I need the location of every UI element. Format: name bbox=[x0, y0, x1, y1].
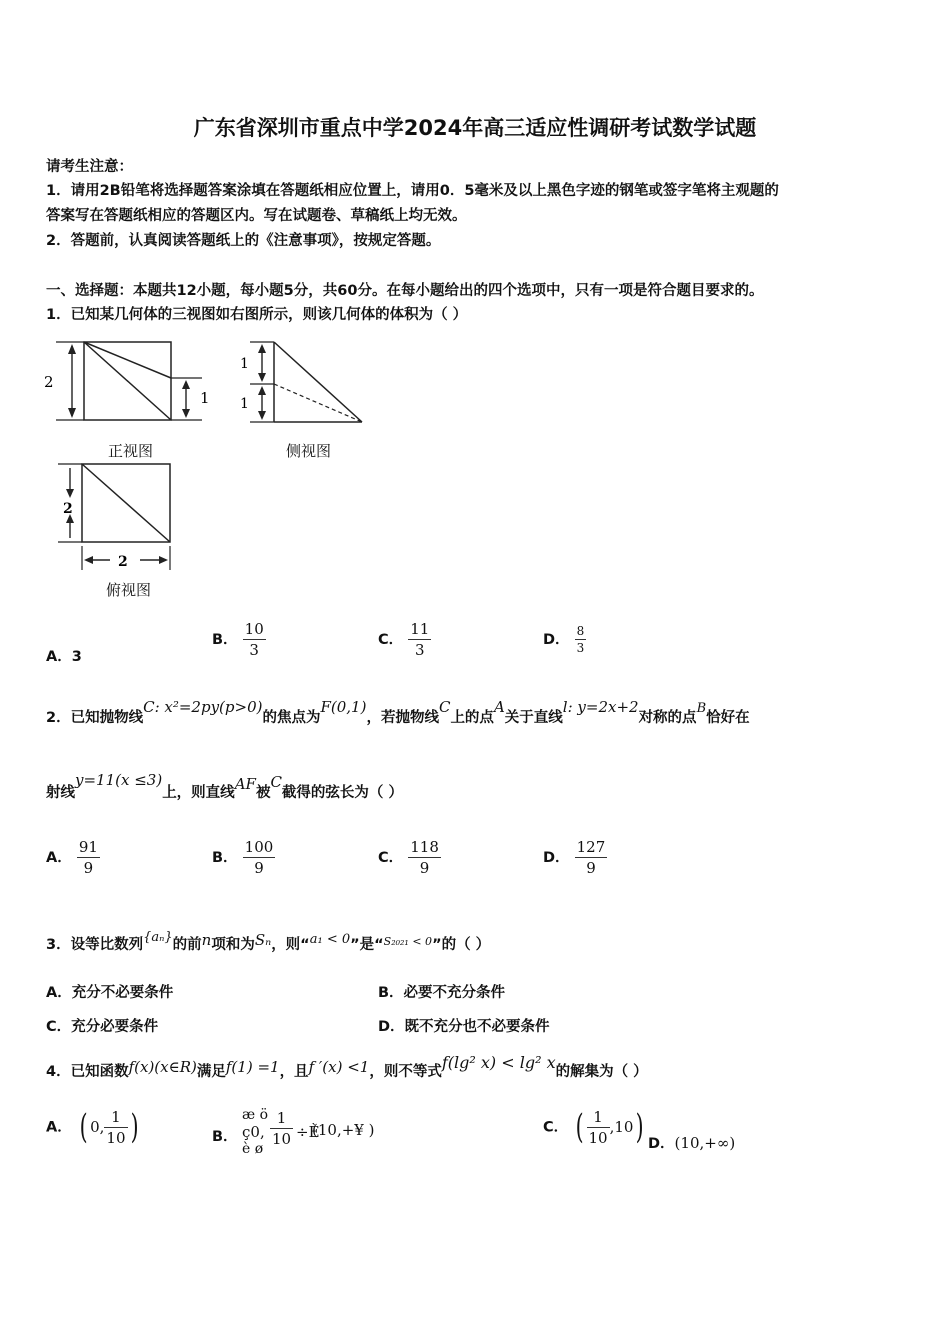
q4-option-c[interactable] bbox=[543, 1107, 647, 1147]
notice-line-1b: 答案写在答题纸相应的答题区内。写在试题卷、草稿纸上均无效。 bbox=[46, 208, 467, 224]
q4-inequality: f(lg² x) < lg² x bbox=[441, 1053, 556, 1072]
q2-ray: y=11(x ≤3) bbox=[75, 771, 163, 789]
q4-option-c-lparen: ( bbox=[575, 1107, 584, 1147]
q2-line-l: l: y=2x+2 bbox=[562, 698, 639, 716]
q2-text-9: 上，则直线 bbox=[162, 785, 235, 801]
q1-option-a-value: 3 bbox=[71, 649, 82, 665]
q2-c: C bbox=[438, 698, 451, 716]
q3-text-2: 的前 bbox=[172, 937, 202, 953]
q2-line-2 bbox=[46, 771, 403, 802]
side-view-diagram bbox=[236, 336, 376, 436]
q2-text-5: 关于直线 bbox=[504, 710, 563, 726]
q1-option-a-label: A． bbox=[46, 649, 72, 665]
q1-option-d-label: D． bbox=[543, 632, 570, 648]
q2-text-8: 射线 bbox=[46, 785, 75, 801]
q4-option-c-rparen: ) bbox=[636, 1107, 645, 1147]
q2-text-7: 恰好在 bbox=[706, 710, 750, 726]
q2-option-b-label: B． bbox=[212, 850, 238, 866]
front-dim-left: 2 bbox=[44, 373, 54, 391]
q2-option-d-label: D． bbox=[543, 850, 570, 866]
q3-sn: Sₙ bbox=[254, 931, 272, 949]
top-dim-left: 2 bbox=[63, 501, 73, 517]
q4-option-b-garble-mid: ç0, bbox=[242, 1123, 265, 1141]
section-header: 一、选择题：本题共12小题，每小题5分，共60分。在每小题给出的四个选项中，只有一项是符合题目要求的。 bbox=[46, 283, 764, 299]
q4-option-b-garble-bottom: è ø bbox=[242, 1141, 264, 1157]
q2-text-6: 对称的点 bbox=[638, 710, 697, 726]
q4-option-b-num: 1 bbox=[270, 1109, 293, 1129]
notice-line-2: 2．答题前，认真阅读答题纸上的《注意事项》，按规定答题。 bbox=[46, 233, 441, 249]
q4-option-a-num: 1 bbox=[104, 1108, 127, 1128]
q3-sequence: {aₙ} bbox=[143, 930, 173, 945]
top-dim-bottom: 2 bbox=[118, 554, 128, 570]
q2-a: A bbox=[493, 698, 505, 716]
front-dim-right: 1 bbox=[200, 389, 210, 407]
q2-text-11: 截得的弦长为（ ） bbox=[281, 785, 403, 801]
q2-option-a-den: 9 bbox=[83, 859, 94, 877]
q1-option-c-num: 11 bbox=[410, 620, 430, 638]
q1-option-a[interactable] bbox=[46, 645, 82, 666]
q4-text-4: ，则不等式 bbox=[369, 1064, 442, 1080]
q3-text-6: ”的（ ） bbox=[432, 937, 491, 953]
q3-text-1: 3．设等比数列 bbox=[46, 937, 144, 953]
q4-option-c-num: 1 bbox=[587, 1108, 610, 1128]
side-dim-top: 1 bbox=[240, 356, 249, 372]
q3-stem bbox=[46, 930, 491, 954]
q4-option-a-label: A． bbox=[46, 1119, 72, 1136]
q4-option-d-label: D． bbox=[648, 1136, 675, 1152]
q2-option-a-num: 91 bbox=[78, 838, 98, 856]
top-view-diagram bbox=[52, 458, 192, 578]
q3-text-3: 项和为 bbox=[211, 937, 255, 953]
q2-option-b-den: 9 bbox=[254, 859, 264, 877]
q4-option-b[interactable] bbox=[212, 1107, 412, 1157]
q1-option-d-den: 3 bbox=[576, 641, 585, 655]
q2-c-2: C bbox=[270, 773, 282, 791]
q2-line-1 bbox=[46, 698, 750, 727]
q2-option-a[interactable] bbox=[46, 838, 100, 877]
q4-option-c-right: ,10 bbox=[609, 1118, 634, 1136]
q3-text-5: ”是“ bbox=[350, 937, 384, 953]
q4-option-a-den: 10 bbox=[106, 1128, 126, 1147]
q4-option-b-garble-top: æ ö bbox=[242, 1107, 269, 1123]
q3-option-a[interactable]: A．充分不必要条件 bbox=[46, 985, 174, 1001]
top-view-caption: 俯视图 bbox=[106, 581, 152, 599]
q4-option-d[interactable] bbox=[648, 1132, 735, 1153]
q4-option-d-value: (10,+∞) bbox=[674, 1134, 736, 1152]
q2-text-4: 上的点 bbox=[450, 710, 494, 726]
q2-b: B bbox=[696, 701, 707, 716]
q4-option-b-den: 10 bbox=[272, 1130, 292, 1148]
notice-line-1a: 1．请用2B铅笔将选择题答案涂填在答题纸相应位置上，请用0．5毫米及以上黑色字迹的钢笔或签字笔将主观题的 bbox=[46, 183, 779, 199]
q2-parabola: C: x²=2py(p>0) bbox=[143, 698, 263, 716]
q1-option-b[interactable] bbox=[212, 620, 266, 659]
q4-option-a-rparen: ) bbox=[130, 1107, 139, 1147]
q3-option-d[interactable]: D．既不充分也不必要条件 bbox=[378, 1019, 550, 1035]
q3-s2021: S₂₀₂₁ < 0 bbox=[383, 935, 433, 948]
q1-option-c[interactable] bbox=[378, 620, 431, 659]
q2-option-c[interactable] bbox=[378, 838, 441, 877]
q1-option-d-num: 8 bbox=[576, 624, 585, 638]
q2-option-d-num: 127 bbox=[576, 838, 606, 856]
q2-af: AF bbox=[234, 775, 256, 793]
side-dim-bottom: 1 bbox=[240, 396, 249, 412]
q2-option-c-num: 118 bbox=[410, 838, 439, 856]
q2-text-10: 被 bbox=[255, 785, 271, 801]
q1-option-c-label: C． bbox=[378, 632, 404, 648]
q4-option-b-tail: (10,+¥ ) bbox=[312, 1121, 375, 1139]
q4-f1: f(1) =1 bbox=[225, 1058, 280, 1076]
page-title: 广东省深圳市重点中学2024年高三适应性调研考试数学试题 bbox=[193, 116, 757, 140]
q4-option-a-lparen: ( bbox=[79, 1107, 88, 1147]
q3-text-4: ，则“ bbox=[271, 937, 310, 953]
q2-option-a-label: A． bbox=[46, 850, 72, 866]
q4-option-a[interactable] bbox=[46, 1107, 141, 1147]
q4-option-c-den: 10 bbox=[588, 1128, 608, 1147]
q3-n: n bbox=[201, 931, 212, 949]
q1-option-b-den: 3 bbox=[249, 641, 259, 659]
q2-text-3: ，若抛物线 bbox=[366, 710, 439, 726]
q2-option-c-den: 9 bbox=[419, 859, 430, 877]
q2-text-1: 2．已知抛物线 bbox=[46, 710, 144, 726]
q4-option-b-garble-right: ÷È bbox=[296, 1123, 320, 1141]
notice-heading: 请考生注意： bbox=[46, 159, 133, 175]
q4-stem bbox=[46, 1053, 648, 1081]
q3-option-b[interactable]: B．必要不充分条件 bbox=[378, 985, 506, 1001]
q1-option-c-den: 3 bbox=[415, 641, 425, 659]
q4-option-a-left: 0, bbox=[90, 1118, 105, 1136]
front-view-caption: 正视图 bbox=[108, 442, 154, 460]
q4-derivative: f ′(x) <1 bbox=[308, 1058, 370, 1076]
q2-focus: F(0,1) bbox=[320, 698, 367, 716]
q2-option-b[interactable] bbox=[212, 838, 275, 877]
q1-option-b-num: 10 bbox=[244, 620, 264, 638]
q2-option-d-den: 9 bbox=[586, 859, 596, 877]
q1-stem: 1．已知某几何体的三视图如右图所示，则该几何体的体积为（ ） bbox=[46, 307, 468, 323]
q4-option-b-label: B． bbox=[212, 1129, 238, 1145]
q4-option-c-label: C． bbox=[543, 1119, 569, 1136]
q4-text-1: 4．已知函数 bbox=[46, 1064, 129, 1080]
q2-option-d[interactable] bbox=[543, 838, 607, 877]
q4-fx: f(x)(x∈R) bbox=[128, 1058, 197, 1076]
q4-text-2: 满足 bbox=[196, 1064, 226, 1080]
q1-option-d[interactable] bbox=[543, 624, 586, 655]
q2-option-c-label: C． bbox=[378, 850, 404, 866]
q2-option-b-num: 100 bbox=[244, 838, 274, 856]
q3-option-c[interactable]: C．充分必要条件 bbox=[46, 1019, 159, 1035]
q2-text-2: 的焦点为 bbox=[262, 710, 321, 726]
q4-text-3: ，且 bbox=[279, 1064, 309, 1080]
q1-option-b-label: B． bbox=[212, 632, 238, 648]
q4-text-5: 的解集为（ ） bbox=[555, 1064, 648, 1080]
q3-a1: a₁ < 0 bbox=[309, 932, 351, 947]
side-view-caption: 侧视图 bbox=[286, 442, 332, 460]
